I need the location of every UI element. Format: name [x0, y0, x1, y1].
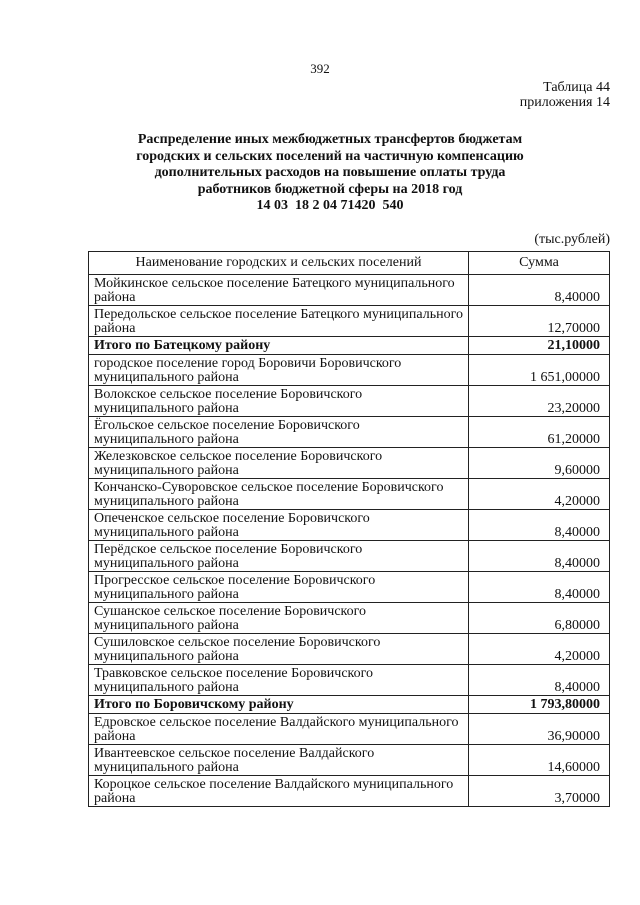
table-row: [89, 355, 610, 386]
settlement-sum: 23,20000: [469, 386, 610, 417]
title-line-2: городских и сельских поселений на частичную компенсацию: [136, 148, 524, 164]
appendix-number: приложения 14: [519, 95, 610, 110]
header-settlement-name: Наименование городских и сельских поселений: [89, 252, 469, 275]
table-row: [89, 386, 610, 417]
district-total-label: Итого по Боровичскому району: [89, 696, 469, 714]
settlement-name: Сушиловское сельское поселение Боровичского муниципального района: [89, 634, 469, 665]
settlement-sum: 12,70000: [469, 306, 610, 337]
settlement-name: Короцкое сельское поселение Валдайского муниципального района: [89, 776, 469, 807]
settlement-name: Волокское сельское поселение Боровичского муниципального района: [89, 386, 469, 417]
settlement-name: городское поселение город Боровичи Боровичского муниципального района: [89, 355, 469, 386]
settlement-sum: 8,40000: [469, 665, 610, 696]
table-row: [89, 417, 610, 448]
table-row: [89, 275, 610, 306]
table-row: [89, 634, 610, 665]
table-row: [89, 479, 610, 510]
settlement-sum: 6,80000: [469, 603, 610, 634]
settlement-name: Едровское сельское поселение Валдайского муниципального района: [89, 714, 469, 745]
district-total-row: [89, 337, 610, 355]
settlement-name: Ивантеевское сельское поселение Валдайского муниципального района: [89, 745, 469, 776]
table-row: [89, 776, 610, 807]
settlement-name: Кончанско-Суворовское сельское поселение Боровичского муниципального района: [89, 479, 469, 510]
settlement-name: Травковское сельское поселение Боровичского муниципального района: [89, 665, 469, 696]
settlement-name: Прогресское сельское поселение Боровичского муниципального района: [89, 572, 469, 603]
settlement-sum: 4,20000: [469, 634, 610, 665]
document-title: [100, 132, 560, 215]
settlement-name: Опеченское сельское поселение Боровичского муниципального района: [89, 510, 469, 541]
settlement-sum: 8,40000: [469, 510, 610, 541]
transfers-table: [88, 251, 610, 807]
settlement-sum: 3,70000: [469, 776, 610, 807]
table-row: [89, 306, 610, 337]
settlement-sum: 8,40000: [469, 572, 610, 603]
table-row: [89, 541, 610, 572]
table-row: [89, 745, 610, 776]
district-total-sum: 21,10000: [469, 337, 610, 355]
title-line-1: Распределение иных межбюджетных трансфертов бюджетам: [137, 132, 523, 147]
table-row: [89, 714, 610, 745]
settlement-sum: 4,20000: [469, 479, 610, 510]
settlement-name: Перёдское сельское поселение Боровичского муниципального района: [89, 541, 469, 572]
table-row: [89, 448, 610, 479]
header-sum: Сумма: [469, 252, 610, 275]
settlement-sum: 8,40000: [469, 541, 610, 572]
budget-classification-code: 14 03 18 2 04 71420 540: [256, 198, 404, 213]
table-row: [89, 665, 610, 696]
page-number: 392: [310, 61, 330, 76]
table-number: Таблица 44: [543, 80, 610, 95]
settlement-name: Железковское сельское поселение Боровичского муниципального района: [89, 448, 469, 479]
settlement-sum: 36,90000: [469, 714, 610, 745]
district-total-label: Итого по Батецкому району: [89, 337, 469, 355]
table-reference: [520, 80, 610, 110]
settlement-sum: 9,60000: [469, 448, 610, 479]
settlement-sum: 8,40000: [469, 275, 610, 306]
units-label: (тыс.рублей): [534, 232, 610, 247]
table-row: [89, 572, 610, 603]
settlement-name: Ёгольское сельское поселение Боровичского муниципального района: [89, 417, 469, 448]
settlement-name: Сушанское сельское поселение Боровичского муниципального района: [89, 603, 469, 634]
title-line-4: работников бюджетной сферы на 2018 год: [197, 181, 463, 197]
settlement-name: Передольское сельское поселение Батецкого муниципального района: [89, 306, 469, 337]
settlement-name: Мойкинское сельское поселение Батецкого муниципального района: [89, 275, 469, 306]
settlement-sum: 61,20000: [469, 417, 610, 448]
table-row: [89, 603, 610, 634]
title-line-3: дополнительных расходов на повышение оплаты труда: [154, 165, 506, 180]
table-header-row: [89, 252, 610, 275]
district-total-sum: 1 793,80000: [469, 696, 610, 714]
table-row: [89, 510, 610, 541]
settlement-sum: 1 651,00000: [469, 355, 610, 386]
district-total-row: [89, 696, 610, 714]
settlement-sum: 14,60000: [469, 745, 610, 776]
